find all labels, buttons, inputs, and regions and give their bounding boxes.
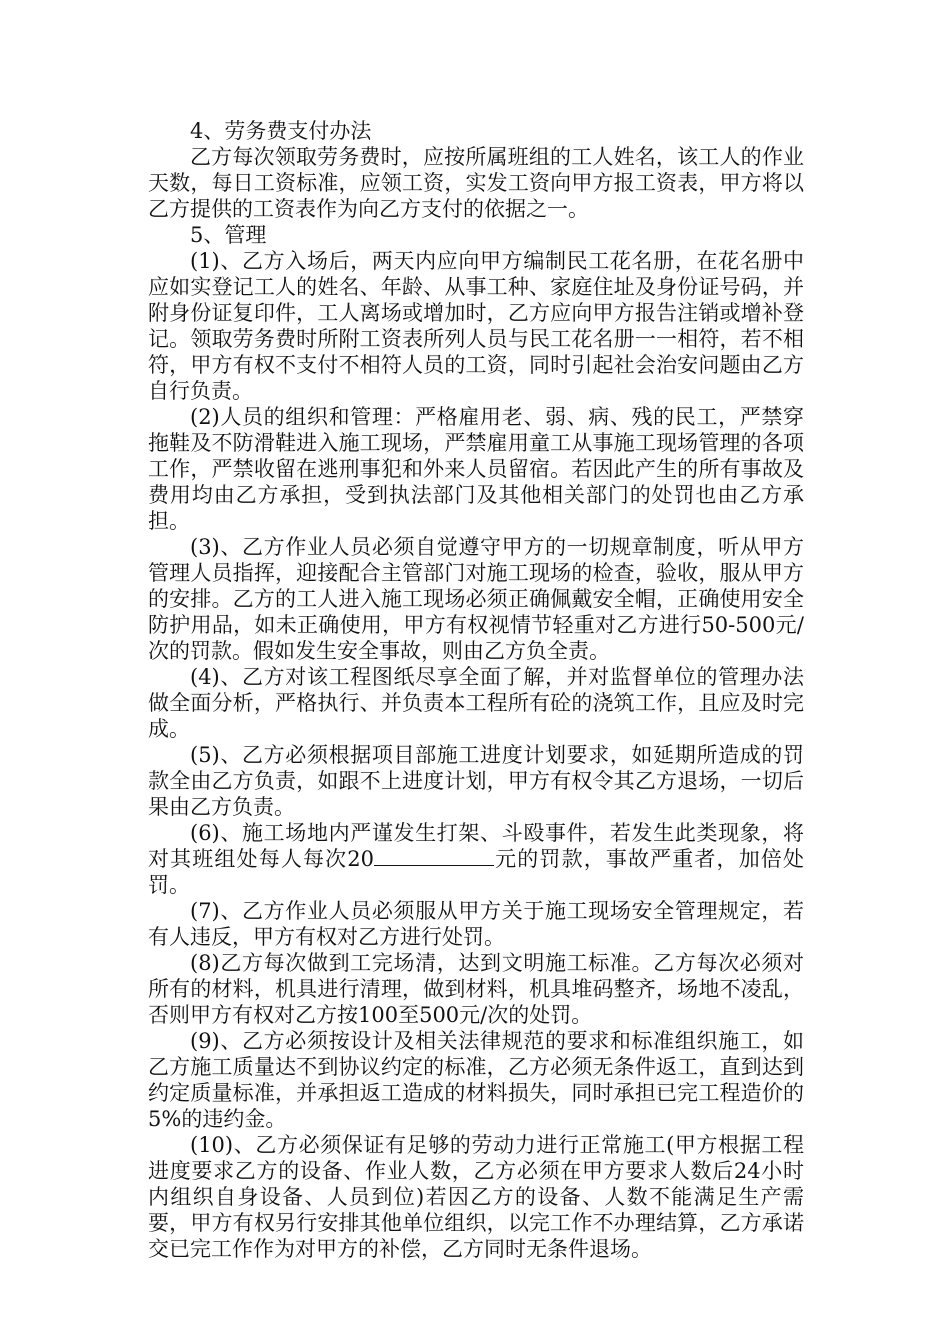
paragraph-clause-1: (1)、乙方入场后，两天内应向甲方编制民工花名册，在花名册中应如实登记工人的姓名、年龄、从事工种、家庭住址及身份证号码，并附身份证复印件，工人离场或增加时，乙方应向甲方报告注销或增补登记。领取劳务费时所附工资表所列人员与民工花名册一一相符，若不相符，甲方有权不支付不相符人员的工资，同时引起社会治安问题由乙方自行负责。: [148, 249, 804, 403]
section-heading-management: 5、管理: [190, 223, 267, 247]
paragraph-clause-10: (10)、乙方必须保证有足够的劳动力进行正常施工(甲方根据工程进度要求乙方的设备、作业人数，乙方必须在甲方要求人数后24小时内组织自身设备、人员到位)若因乙方的设备、人数不能满足生产需要，甲方有权另行安排其他单位组织，以完工作不办理结算，乙方承诺交已完工作作为对甲方的补偿，乙方同时无条件退场。: [148, 1133, 804, 1261]
fill-in-blank: [374, 847, 494, 866]
paragraph-clause-7: (7)、乙方作业人员必须服从甲方关于施工现场安全管理规定，若有人违反，甲方有权对乙方进行处罚。: [148, 899, 804, 949]
clause-6-text-before: (6)、施工场地内严谨发生打架、斗殴事件，若发生此类现象，将对其班组处每人每次20: [148, 821, 804, 871]
section-heading-payment: 4、劳务费支付办法: [190, 119, 372, 143]
paragraph-clause-4: (4)、乙方对该工程图纸尽享全面了解，并对监督单位的管理办法做全面分析，严格执行、并负责本工程所有砼的浇筑工作，且应及时完成。: [148, 665, 804, 741]
paragraph-clause-9: (9)、乙方必须按设计及相关法律规范的要求和标准组织施工，如乙方施工质量达不到协议约定的标准，乙方必须无条件返工，直到达到约定质量标准，并承担返工造成的材料损失，同时承担已完工程造价的5%的违约金。: [148, 1029, 804, 1131]
paragraph-clause-3: (3)、乙方作业人员必须自觉遵守甲方的一切规章制度，听从甲方管理人员指挥，迎接配合主管部门对施工现场的检查，验收，服从甲方的安排。乙方的工人进入施工现场必须正确佩戴安全帽，正确使用安全防护用品，如未正确使用，甲方有权视情节轻重对乙方进行50-500元/次的罚款。假如发生安全事故，则由乙方负全责。: [148, 535, 804, 663]
paragraph-clause-2: (2)人员的组织和管理：严格雇用老、弱、病、残的民工，严禁穿拖鞋及不防滑鞋进入施工现场，严禁雇用童工从事施工现场管理的各项工作，严禁收留在逃刑事犯和外来人员留宿。若因此产生的所有事故及费用均由乙方承担，受到执法部门及其他相关部门的处罚也由乙方承担。: [148, 405, 804, 533]
paragraph-clause-6: [148, 820, 804, 898]
paragraph-clause-8: (8)乙方每次做到工完场清，达到文明施工标准。乙方每次必须对所有的材料，机具进行清理，做到材料，机具堆码整齐，场地不凌乱，否则甲方有权对乙方按100至500元/次的处罚。: [148, 951, 804, 1027]
document-page: [148, 118, 804, 1262]
paragraph-payment-method: 乙方每次领取劳务费时，应按所属班组的工人姓名，该工人的作业天数，每日工资标准，应领工资，实发工资向甲方报工资表，甲方将以乙方提供的工资表作为向乙方支付的依据之一。: [148, 145, 804, 221]
paragraph-clause-5: (5)、乙方必须根据项目部施工进度计划要求，如延期所造成的罚款全由乙方负责，如跟不上进度计划，甲方有权令其乙方退场，一切后果由乙方负责。: [148, 743, 804, 819]
clause-6-text-after: 元的罚款，事故严重者，加倍处罚。: [148, 847, 804, 897]
